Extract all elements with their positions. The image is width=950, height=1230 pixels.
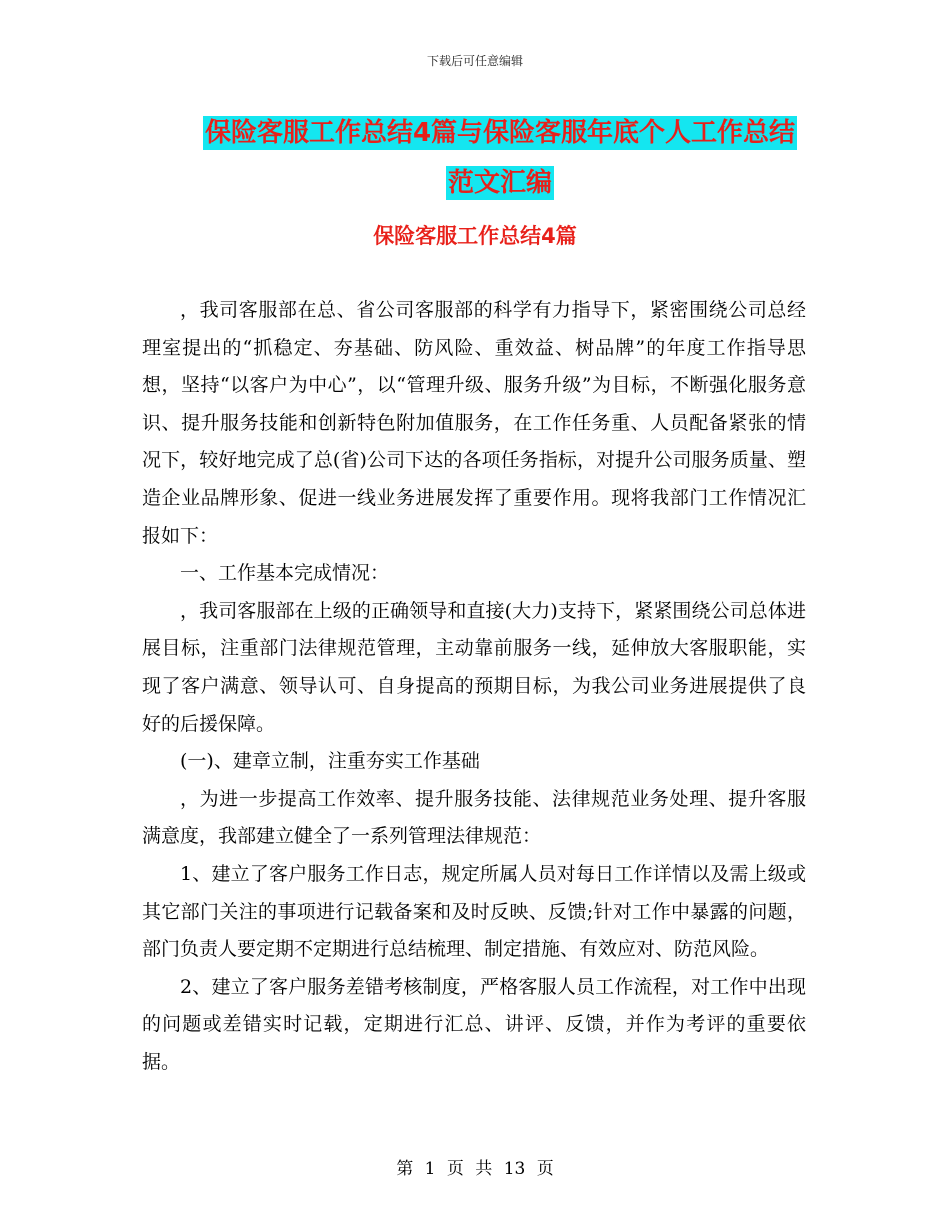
document-title-line-2: 范文汇编 <box>447 168 552 198</box>
section-title: 保险客服工作总结4篇 <box>373 224 577 248</box>
heading-work-completion: 一、工作基本完成情况： <box>180 562 390 585</box>
header-note: 下载后可任意编辑 <box>426 54 523 68</box>
document-body <box>142 292 806 1081</box>
page-footer: 第 1 页 共 13 页 <box>396 1159 554 1179</box>
list-item-2: 2、建立了客户服务差错考核制度，严格客服人员工作流程，对工作中出现的问题或差错实时记载，定期进行汇总、讲评、反馈，并作为考评的重要依据。 <box>142 975 806 1073</box>
subheading-regulations: (一)、建章立制，注重夯实工作基础 <box>180 750 480 773</box>
paragraph-regulations: ，为进一步提高工作效率、提升服务技能、法律规范业务处理、提升客服满意度，我部建立健全了一系列管理法律规范： <box>142 787 806 848</box>
document-title-line-1: 保险客服工作总结4篇与保险客服年底个人工作总结 <box>204 118 796 148</box>
paragraph-intro: ，我司客服部在总、省公司客服部的科学有力指导下，紧密围绕公司总经理室提出的“抓稳定、夯基础、防风险、重效益、树品牌”的年度工作指导思想，坚持“以客户为中心”，以“管理升级、服务升级”为目标，不断强化服务意识、提升服务技能和创新特色附加值服务，在工作任务重、人员配备紧张的情况下，较好地完成了总(省)公司下达的各项任务指标，对提升公司服务质量、塑造企业品牌形象、促进一线业务进展发挥了重要作用。现将我部门工作情况汇报如下： <box>142 299 806 547</box>
list-item-1: 1、建立了客户服务工作日志，规定所属人员对每日工作详情以及需上级或其它部门关注的事项进行记载备案和及时反映、反馈;针对工作中暴露的问题，部门负责人要定期不定期进行总结梳理、制定措施、有效应对、防范风险。 <box>142 862 806 961</box>
document-title <box>140 108 860 208</box>
paragraph-overview: ，我司客服部在上级的正确领导和直接(大力)支持下，紧紧围绕公司总体进展目标，注重部门法律规范管理，主动靠前服务一线，延伸放大客服职能，实现了客户满意、领导认可、自身提高的预期目标，为我公司业务进展提供了良好的后援保障。 <box>142 599 806 735</box>
